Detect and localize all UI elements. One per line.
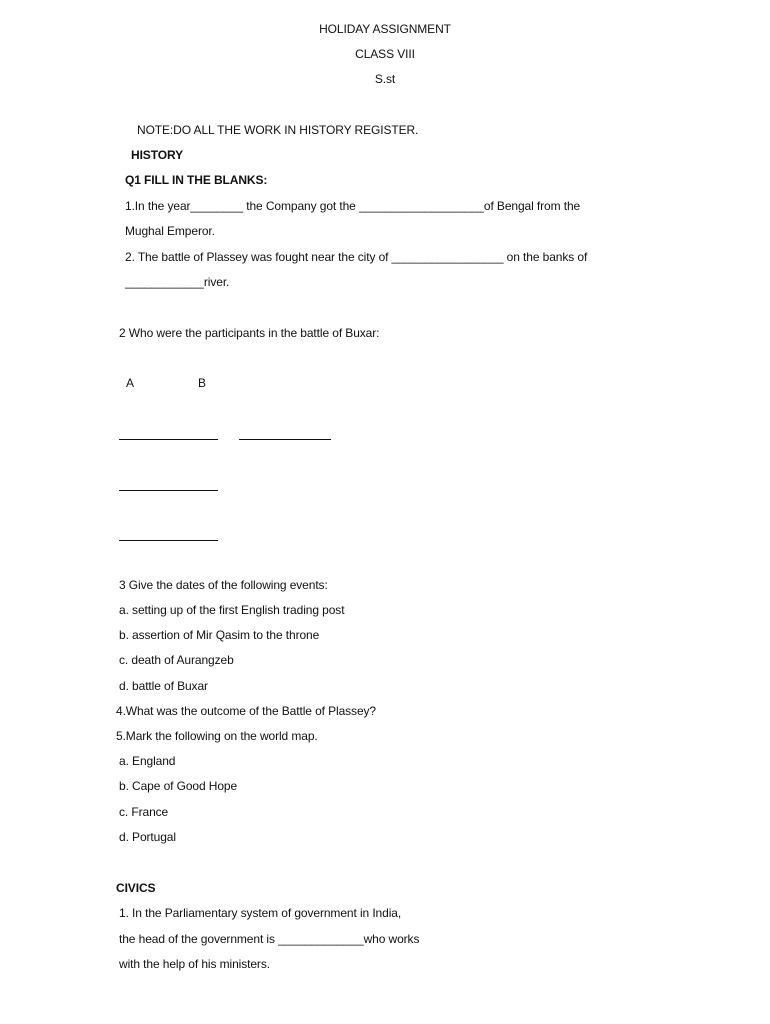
- q3-item-b: b. assertion of Mir Qasim to the throne: [119, 628, 320, 642]
- q3-question: 3 Give the dates of the following events:: [119, 578, 328, 592]
- q4-question: 4.What was the outcome of the Battle of Plassey?: [116, 704, 377, 718]
- q5-item-a: a. England: [119, 754, 176, 768]
- q3-item-a: a. setting up of the first English trading post: [119, 603, 345, 617]
- q1-heading: Q1 FILL IN THE BLANKS:: [125, 173, 268, 187]
- q1-item2-line1: 2. The battle of Plassey was fought near the city of _________________ on the banks of: [125, 250, 588, 264]
- q1-item2-line2: ____________river.: [125, 275, 230, 289]
- document-title: HOLIDAY ASSIGNMENT: [319, 22, 451, 36]
- answer-blank-a1: [119, 439, 218, 440]
- civics-heading: CIVICS: [116, 881, 156, 895]
- note-text: NOTE:DO ALL THE WORK IN HISTORY REGISTER.: [137, 123, 419, 137]
- q2-question: 2 Who were the participants in the battle of Buxar:: [119, 326, 380, 340]
- q2-column-b-label: B: [198, 376, 206, 390]
- answer-blank-a2: [119, 490, 218, 491]
- civics-q1-line2: the head of the government is _____________who works: [119, 932, 420, 946]
- civics-q1-line1: 1. In the Parliamentary system of government in India,: [119, 906, 402, 920]
- q5-question: 5.Mark the following on the world map.: [116, 729, 318, 743]
- civics-q1-line3: with the help of his ministers.: [119, 957, 270, 971]
- answer-blank-b1: [239, 439, 331, 440]
- subject-label: S.st: [374, 72, 396, 86]
- q1-item1-line1: 1.In the year________ the Company got the ___________________of Bengal from the: [125, 199, 581, 213]
- q5-item-c: c. France: [119, 805, 169, 819]
- q3-item-d: d. battle of Buxar: [119, 679, 208, 693]
- q5-item-b: b. Cape of Good Hope: [119, 779, 238, 793]
- q1-item1-line2: Mughal Emperor.: [125, 224, 215, 238]
- q2-column-a-label: A: [126, 376, 134, 390]
- q3-item-c: c. death of Aurangzeb: [119, 653, 234, 667]
- history-heading: HISTORY: [131, 148, 183, 162]
- q5-item-d: d. Portugal: [119, 830, 176, 844]
- answer-blank-a3: [119, 540, 218, 541]
- class-label: CLASS VIII: [355, 47, 415, 61]
